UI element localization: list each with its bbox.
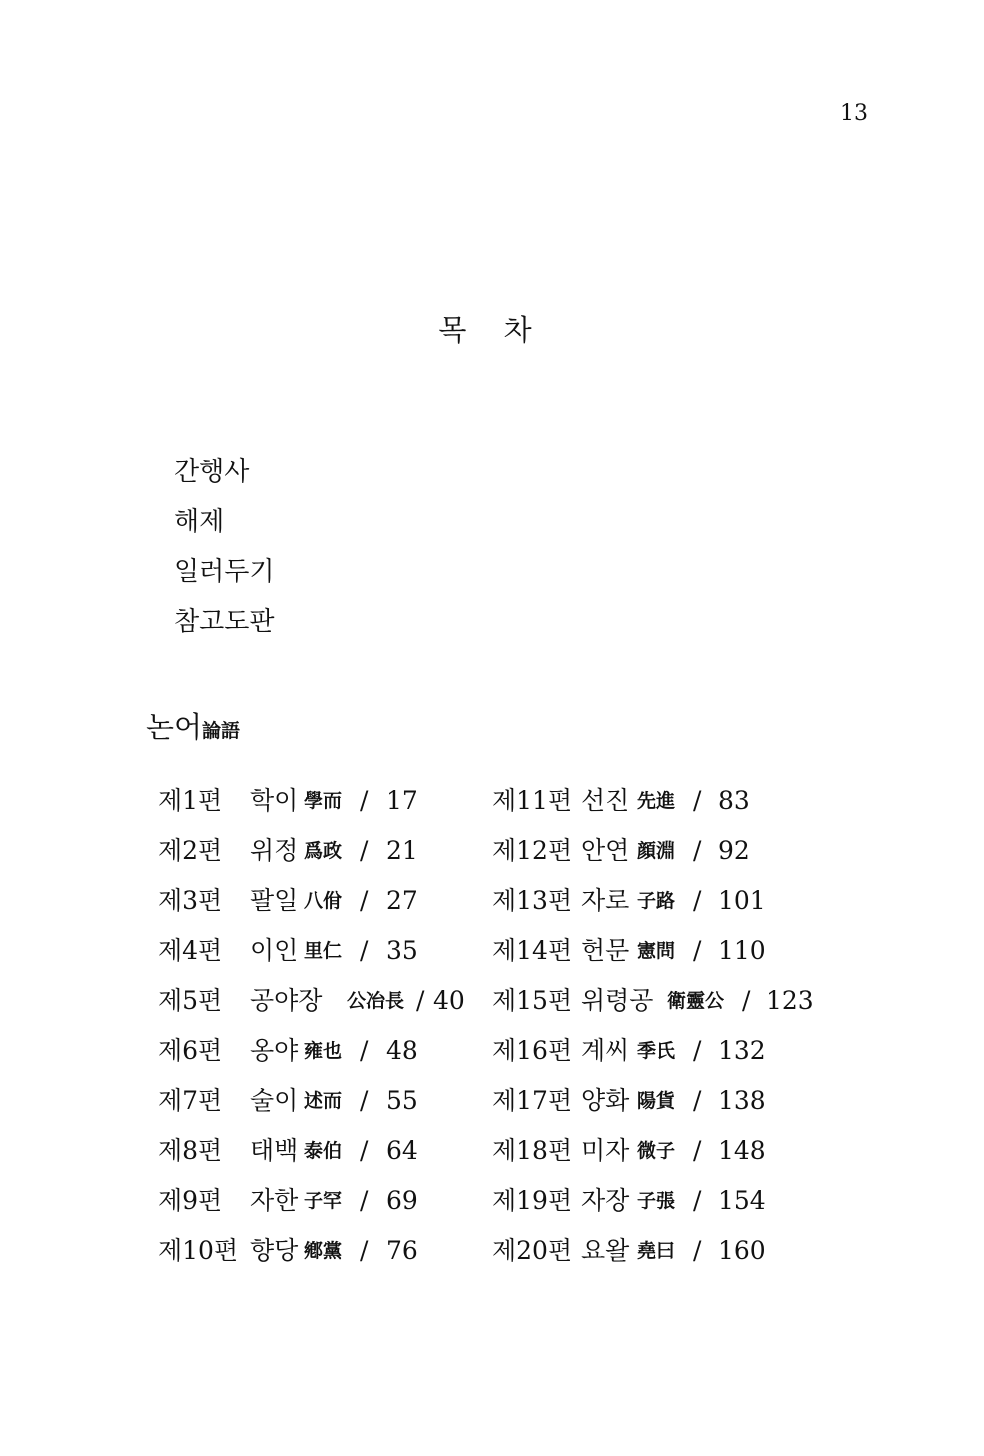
chapter-entry[interactable] [158,1083,478,1119]
front-matter-item[interactable]: 해제 [174,507,225,537]
chapter-page: 17 [386,786,418,815]
chapter-page: 55 [386,1086,418,1115]
chapter-title: 자한 [250,1186,299,1215]
chapter-separator: / [693,1136,702,1165]
chapter-number: 제17편 [492,1086,573,1115]
chapter-number: 제20편 [492,1236,573,1265]
chapter-hanja: 微子 [637,1140,676,1162]
front-matter-list [174,452,274,652]
chapter-title: 위령공 [581,986,654,1015]
chapter-title: 향당 [250,1236,299,1265]
chapter-hanja: 季氏 [637,1040,676,1062]
chapter-number: 제12편 [492,836,573,865]
chapter-separator: / [416,986,425,1015]
chapter-hanja: 爲政 [304,840,343,862]
chapter-page: 21 [386,836,418,865]
section-hanja: 論語 [202,720,241,742]
chapter-separator: / [360,886,369,915]
chapter-hanja: 先進 [637,790,676,812]
chapter-number: 제9편 [158,1186,223,1215]
front-matter-item[interactable]: 간행사 [174,457,250,487]
chapter-title: 학이 [250,786,299,815]
chapter-title: 옹야 [250,1036,299,1065]
chapter-page: 132 [718,1036,766,1065]
chapter-title: 이인 [250,936,299,965]
chapter-title: 미자 [581,1136,630,1165]
chapter-separator: / [360,1236,369,1265]
chapter-separator: / [360,786,369,815]
chapter-page: 148 [718,1136,766,1165]
chapter-separator: / [742,986,751,1015]
chapter-page: 110 [718,936,766,965]
chapter-number: 제2편 [158,836,223,865]
chapter-title: 안연 [581,836,630,865]
chapter-hanja: 學而 [304,790,343,812]
chapter-entry[interactable] [492,1233,812,1269]
chapter-title: 요왈 [581,1236,630,1265]
chapter-hanja: 鄕黨 [304,1240,343,1262]
chapter-number: 제8편 [158,1136,223,1165]
chapter-title: 공야장 [250,986,323,1015]
chapter-entry[interactable] [492,833,812,869]
page-number: 13 [840,101,868,126]
chapter-separator: / [360,1136,369,1165]
chapter-entry[interactable] [492,983,812,1019]
chapter-title: 위정 [250,836,299,865]
chapter-hanja: 公冶長 [347,990,405,1012]
chapter-hanja: 子罕 [304,1190,343,1212]
chapter-entry[interactable] [158,933,478,969]
chapter-separator: / [360,1086,369,1115]
page-title: 목 차 [438,313,546,347]
chapter-entry[interactable] [158,783,478,819]
chapter-number: 제11편 [492,786,573,815]
chapter-title: 술이 [250,1086,299,1115]
front-matter-item[interactable]: 참고도판 [174,607,275,637]
chapter-hanja: 八佾 [304,890,343,912]
chapter-entry[interactable] [158,833,478,869]
chapter-hanja: 陽貨 [637,1090,676,1112]
chapter-title: 자로 [581,886,630,915]
chapter-entry[interactable] [158,1133,478,1169]
chapter-page: 76 [386,1236,418,1265]
chapter-page: 40 [433,986,465,1015]
chapter-separator: / [360,1186,369,1215]
chapter-title: 헌문 [581,936,630,965]
chapter-hanja: 子張 [637,1190,676,1212]
chapter-hanja: 顔淵 [637,840,676,862]
chapter-entry[interactable] [158,1033,478,1069]
chapter-hanja: 里仁 [304,940,343,962]
chapter-entry[interactable] [492,883,812,919]
chapter-number: 제6편 [158,1036,223,1065]
chapter-separator: / [693,1036,702,1065]
chapter-page: 27 [386,886,418,915]
chapter-entry[interactable] [492,1083,812,1119]
chapter-number: 제13편 [492,886,573,915]
chapter-separator: / [693,936,702,965]
chapter-hanja: 泰伯 [304,1140,343,1162]
chapter-entry[interactable] [492,1033,812,1069]
chapter-number: 제4편 [158,936,223,965]
chapter-number: 제3편 [158,886,223,915]
chapter-entry[interactable] [492,1183,812,1219]
chapter-hanja: 雍也 [304,1040,343,1062]
chapter-hanja: 憲問 [637,940,676,962]
chapter-number: 제1편 [158,786,223,815]
chapter-number: 제14편 [492,936,573,965]
chapter-hanja: 子路 [637,890,676,912]
chapter-entry[interactable] [492,1133,812,1169]
chapter-title: 양화 [581,1086,630,1115]
chapter-entry[interactable] [158,1183,478,1219]
chapter-page: 154 [718,1186,766,1215]
chapter-title: 선진 [581,786,630,815]
chapter-page: 92 [718,836,750,865]
chapter-separator: / [693,786,702,815]
chapter-title: 자장 [581,1186,630,1215]
chapter-page: 83 [718,786,750,815]
chapter-entry[interactable] [158,1233,478,1269]
chapter-page: 138 [718,1086,766,1115]
chapter-hanja: 述而 [304,1090,343,1112]
chapter-number: 제18편 [492,1136,573,1165]
chapter-page: 69 [386,1186,418,1215]
chapter-separator: / [693,886,702,915]
chapter-hanja: 衛靈公 [667,990,725,1012]
chapter-entry[interactable] [492,933,812,969]
chapter-separator: / [360,836,369,865]
chapter-title: 팔일 [250,886,299,915]
chapter-number: 제10편 [158,1236,239,1265]
chapter-title: 계씨 [581,1036,630,1065]
chapter-separator: / [360,936,369,965]
chapter-entry[interactable] [158,883,478,919]
chapter-separator: / [693,1236,702,1265]
chapter-entry[interactable] [158,983,478,1019]
section-title: 논어 [146,710,203,744]
chapter-number: 제15편 [492,986,573,1015]
chapter-page: 123 [766,986,814,1015]
chapter-title: 태백 [250,1136,299,1165]
chapter-page: 160 [718,1236,766,1265]
chapter-separator: / [693,1186,702,1215]
front-matter-item[interactable]: 일러두기 [174,557,275,587]
chapter-page: 35 [386,936,418,965]
chapter-separator: / [693,1086,702,1115]
chapter-number: 제16편 [492,1036,573,1065]
chapter-page: 101 [718,886,766,915]
chapter-separator: / [360,1036,369,1065]
chapter-number: 제7편 [158,1086,223,1115]
chapter-number: 제5편 [158,986,223,1015]
chapter-page: 48 [386,1036,418,1065]
chapter-page: 64 [386,1136,418,1165]
chapter-separator: / [693,836,702,865]
chapter-hanja: 堯曰 [637,1240,676,1262]
chapter-entry[interactable] [492,783,812,819]
section-heading [146,705,240,746]
chapter-number: 제19편 [492,1186,573,1215]
